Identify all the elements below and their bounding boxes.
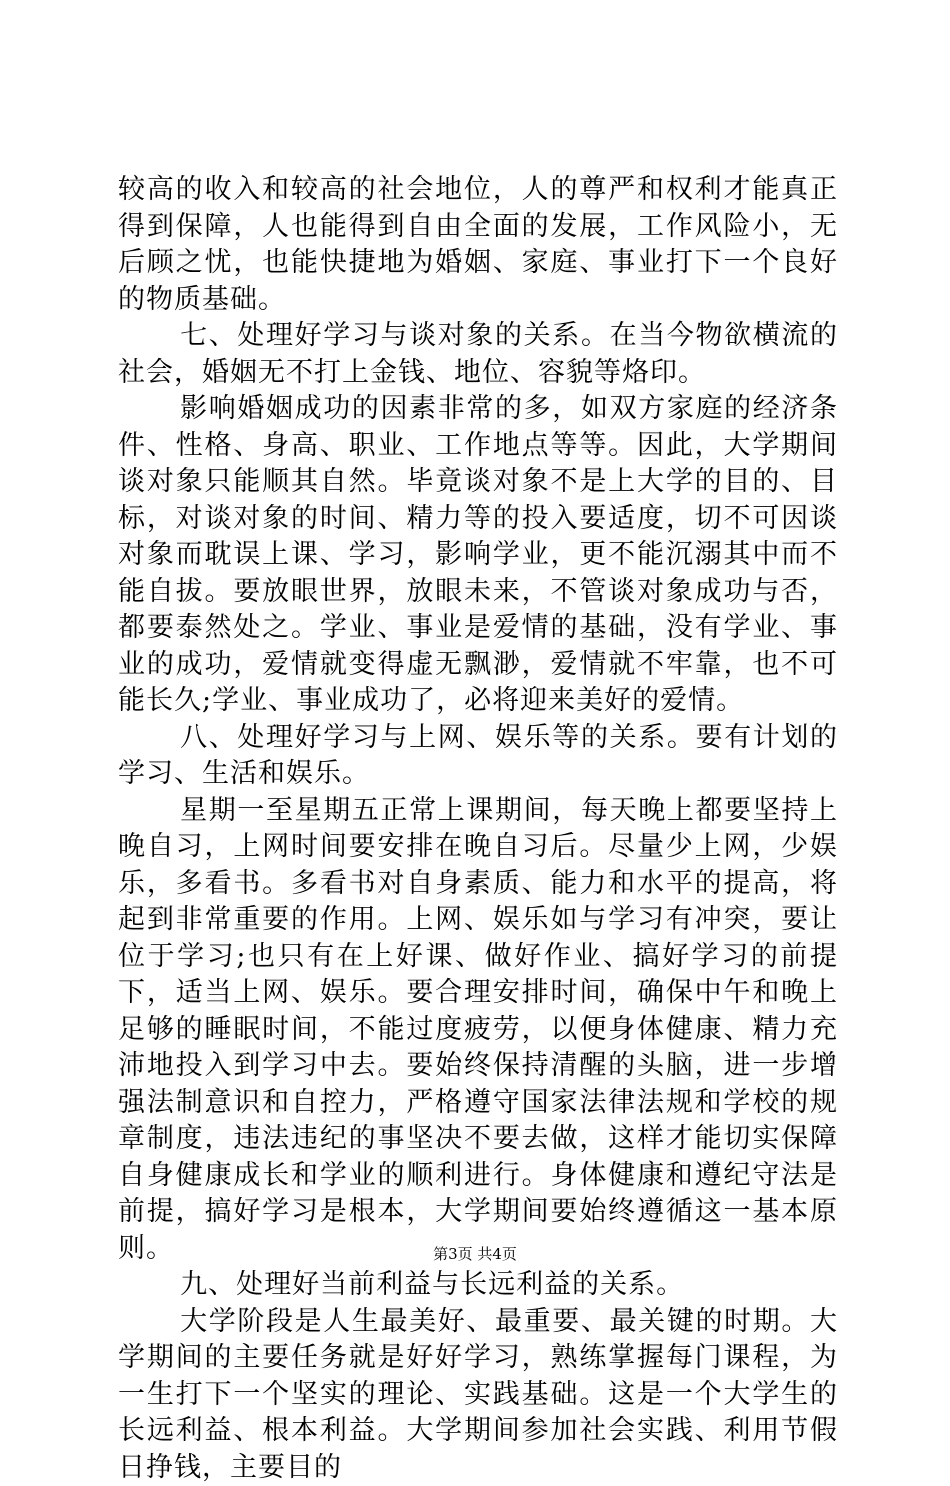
page-number-footer: 第3页 共4页 — [0, 1244, 950, 1264]
paragraph-section-8-body: 星期一至星期五正常上课期间，每天晚上都要坚持上晚自习，上网时间要安排在晚自习后。尽量少上网，少娱乐，多看书。多看书对自身素质、能力和水平的提高，将起到非常重要的作用。上网、娱乐如与学习有冲突，要让位于学习;也只有在上好课、做好作业、搞好学习的前提下，适当上网、娱乐。要合理安排时间，确保中午和晚上足够的睡眠时间，不能过度疲劳，以便身体健康、精力充沛地投入到学习中去。要始终保持清醒的头脑，进一步增强法制意识和自控力，严格遵守国家法律法规和学校的规章制度，违法违纪的事坚决不要去做，这样才能切实保障自身健康成长和学业的顺利进行。身体健康和遵纪守法是前提，搞好学习是根本，大学期间要始终遵循这一基本原则。 — [118, 793, 838, 1268]
document-body — [118, 172, 838, 1486]
paragraph-continuation: 较高的收入和较高的社会地位，人的尊严和权利才能真正得到保障，人也能得到自由全面的发展，工作风险小，无后顾之忧，也能快捷地为婚姻、家庭、事业打下一个良好的物质基础。 — [118, 172, 838, 318]
paragraph-section-9-heading: 九、处理好当前利益与长远利益的关系。 — [118, 1267, 838, 1304]
paragraph-section-8-heading: 八、处理好学习与上网、娱乐等的关系。要有计划的学习、生活和娱乐。 — [118, 720, 838, 793]
paragraph-section-9-body: 大学阶段是人生最美好、最重要、最关键的时期。大学期间的主要任务就是好好学习，熟练掌握每门课程，为一生打下一个坚实的理论、实践基础。这是一个大学生的长远利益、根本利益。大学期间参加社会实践、利用节假日挣钱，主要目的 — [118, 1304, 838, 1486]
paragraph-section-7-body: 影响婚姻成功的因素非常的多，如双方家庭的经济条件、性格、身高、职业、工作地点等等。因此，大学期间谈对象只能顺其自然。毕竟谈对象不是上大学的目的、目标，对谈对象的时间、精力等的投入要适度，切不可因谈对象而耽误上课、学习，影响学业，更不能沉溺其中而不能自拔。要放眼世界，放眼未来，不管谈对象成功与否，都要泰然处之。学业、事业是爱情的基础，没有学业、事业的成功，爱情就变得虚无飘渺，爱情就不牢靠，也不可能长久;学业、事业成功了，必将迎来美好的爱情。 — [118, 391, 838, 720]
paragraph-section-7-heading: 七、处理好学习与谈对象的关系。在当今物欲横流的社会，婚姻无不打上金钱、地位、容貌等烙印。 — [118, 318, 838, 391]
